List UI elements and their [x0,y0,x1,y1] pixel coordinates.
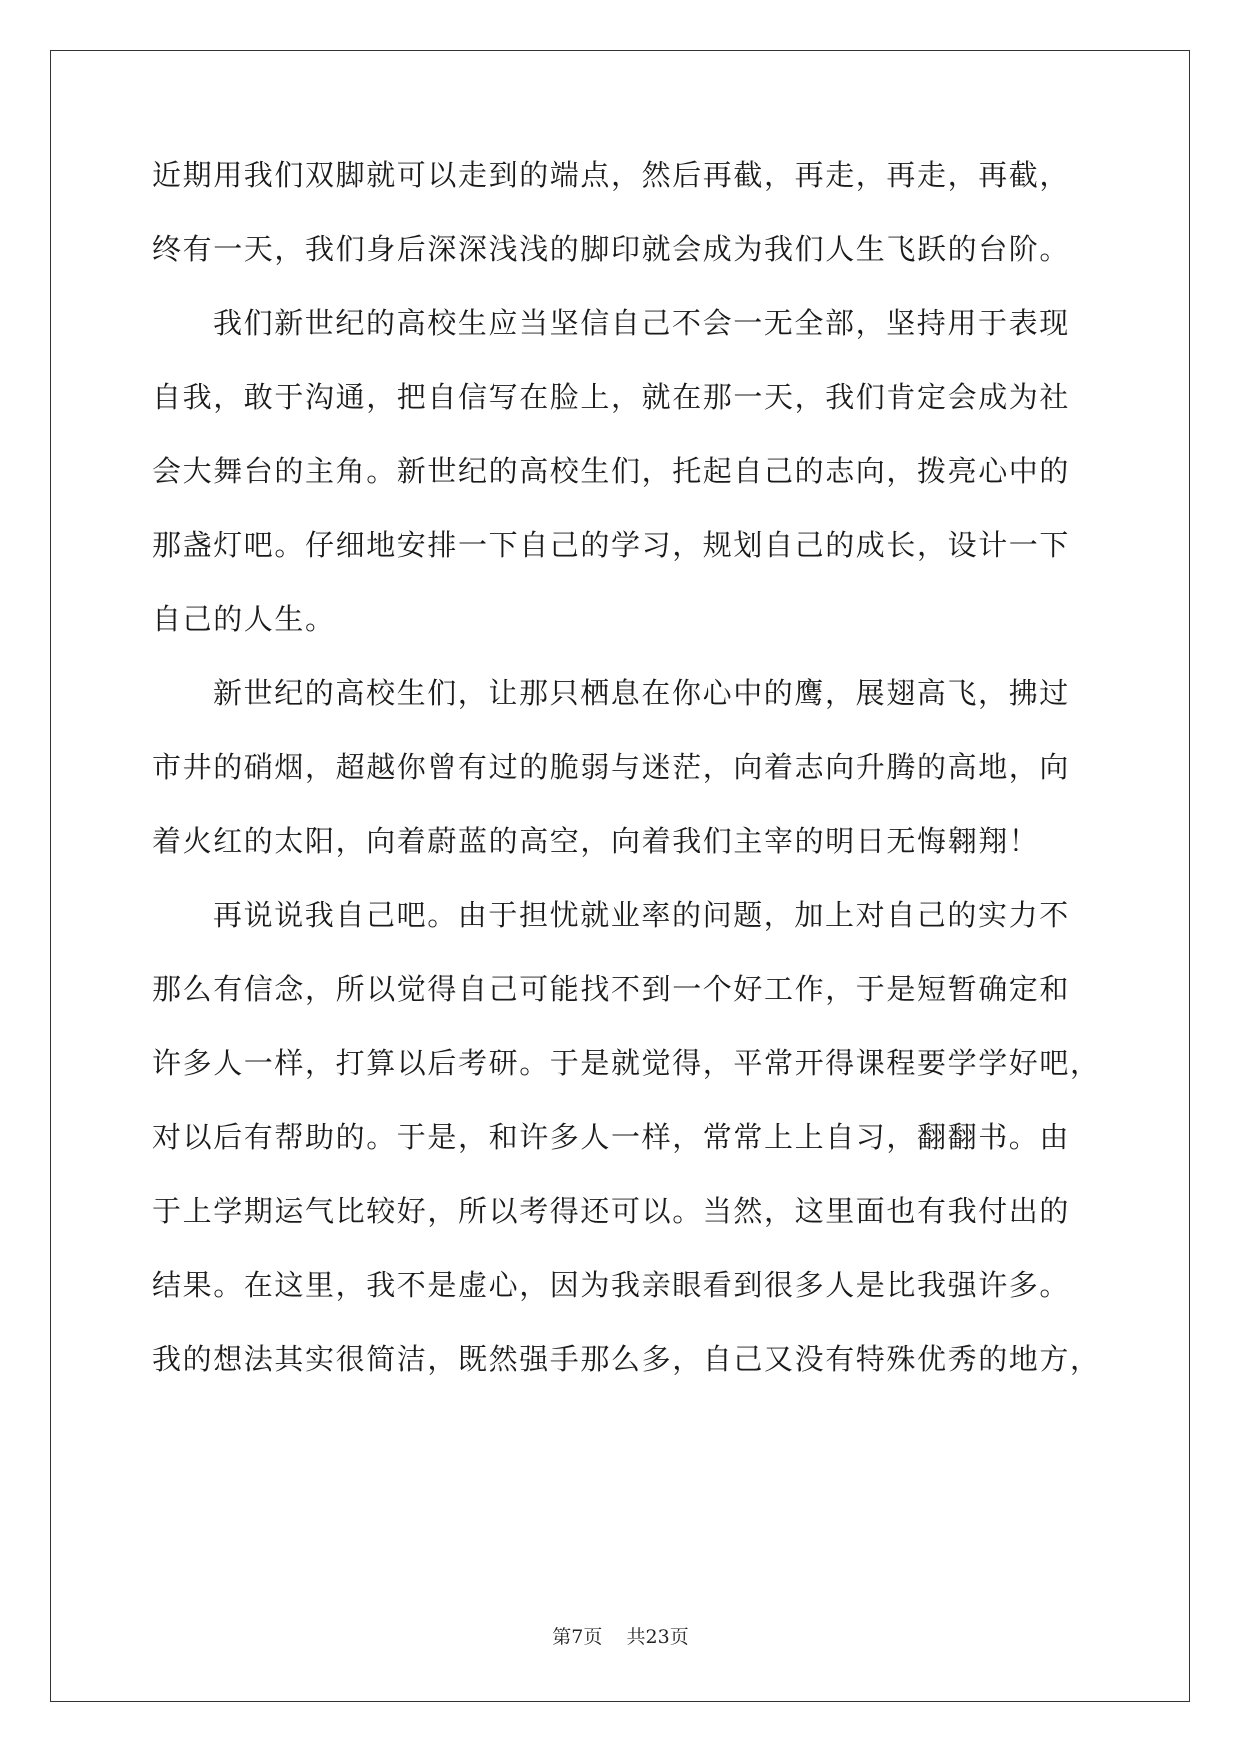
page-number: 第7页 [552,1626,603,1648]
body-line: 结果。在这里，我不是虚心，因为我亲眼看到很多人是比我强许多。 [152,1268,1071,1302]
page-footer [0,1622,1241,1649]
body-line: 着火红的太阳，向着蔚蓝的高空，向着我们主宰的明日无悔翱翔！ [152,824,1040,858]
body-line: 我们新世纪的高校生应当坚信自己不会一无全部，坚持用于表现 [213,306,1070,340]
body-line: 许多人一样，打算以后考研。于是就觉得，平常开得课程要学学好吧， [152,1046,1101,1080]
body-line: 会大舞台的主角。新世纪的高校生们，托起自己的志向，拨亮心中的 [152,454,1071,488]
body-line: 近期用我们双脚就可以走到的端点，然后再截，再走，再走，再截， [152,158,1071,192]
page-border [50,50,1190,1702]
body-line: 再说说我自己吧。由于担忧就业率的问题，加上对自己的实力不 [213,898,1070,932]
body-line: 新世纪的高校生们，让那只栖息在你心中的鹰，展翅高飞，拂过 [213,676,1070,710]
page-total: 共23页 [626,1626,689,1648]
body-line: 我的想法其实很简洁，既然强手那么多，自己又没有特殊优秀的地方， [152,1342,1101,1376]
body-line: 终有一天，我们身后深深浅浅的脚印就会成为我们人生飞跃的台阶。 [152,232,1071,266]
body-line: 那么有信念，所以觉得自己可能找不到一个好工作，于是短暂确定和 [152,972,1071,1006]
body-line: 自我，敢于沟通，把自信写在脸上，就在那一天，我们肯定会成为社 [152,380,1071,414]
body-line: 自己的人生。 [152,602,336,636]
body-line: 对以后有帮助的。于是，和许多人一样，常常上上自习，翻翻书。由 [152,1120,1071,1154]
body-line: 于上学期运气比较好，所以考得还可以。当然，这里面也有我付出的 [152,1194,1071,1228]
body-line: 那盏灯吧。仔细地安排一下自己的学习，规划自己的成长，设计一下 [152,528,1071,562]
body-line: 市井的硝烟，超越你曾有过的脆弱与迷茫，向着志向升腾的高地，向 [152,750,1071,784]
